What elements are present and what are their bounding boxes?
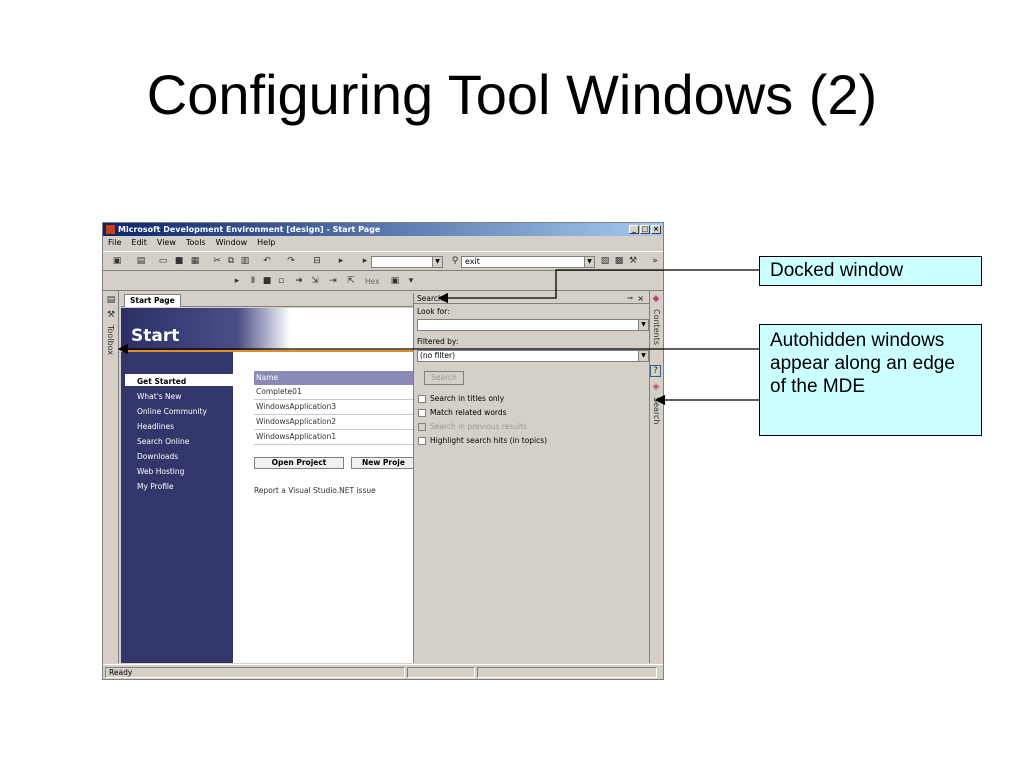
window-titlebar[interactable] — [103, 223, 663, 236]
previous-results-checkbox — [418, 423, 426, 431]
report-issue-link[interactable]: Report a Visual Studio.NET issue — [254, 486, 376, 495]
add-item-icon[interactable]: ▤ — [136, 256, 146, 266]
search-icon[interactable]: ◈ — [652, 382, 660, 392]
app-icon — [106, 225, 115, 234]
debug-toolbar — [103, 271, 663, 291]
redo-icon[interactable]: ↷ — [287, 256, 295, 266]
column-header-name[interactable]: Name — [254, 371, 413, 385]
autohidden-callout: Autohidden windows appear along an edge of the MDE — [759, 324, 982, 436]
navigate-icon[interactable]: ⊟ — [313, 256, 321, 266]
overflow-icon[interactable]: » — [652, 256, 658, 266]
project-row[interactable]: WindowsApplication3 — [254, 400, 413, 415]
paste-icon[interactable]: ▥ — [240, 256, 250, 266]
start-banner-title: Start — [131, 326, 180, 346]
new-project-icon[interactable]: ▣ — [112, 256, 122, 266]
new-project-button[interactable]: New Proje — [351, 457, 413, 469]
menu-view[interactable]: View — [156, 238, 176, 247]
nav-item-my-profile[interactable]: My Profile — [137, 482, 174, 491]
toolbox-icon[interactable]: ⚒ — [106, 310, 116, 320]
slide-title: Configuring Tool Windows (2) — [146, 63, 878, 126]
search-autohide-tab[interactable]: Search — [652, 397, 661, 425]
right-autohide-strip — [649, 291, 663, 663]
undo-icon[interactable]: ↶ — [263, 256, 271, 266]
menu-bar — [103, 237, 663, 249]
chevron-down-icon[interactable]: ▼ — [638, 320, 648, 330]
window-controls — [629, 225, 661, 234]
project-row[interactable]: WindowsApplication1 — [254, 430, 413, 445]
chevron-down-icon[interactable]: ▼ — [638, 351, 648, 361]
look-for-label: Look for: — [417, 307, 450, 316]
left-autohide-strip — [103, 291, 119, 663]
nav-item-web-hosting[interactable]: Web Hosting — [137, 467, 185, 476]
breakpoints-icon[interactable]: ▣ — [390, 276, 400, 286]
stop-icon[interactable]: ■ — [262, 276, 272, 286]
start-nav — [121, 352, 233, 663]
solution-config-combo[interactable] — [371, 256, 443, 268]
toolbox-icon[interactable]: ⚒ — [628, 256, 638, 266]
chevron-down-icon: ▼ — [432, 257, 442, 267]
open-folder-icon[interactable]: ▭ — [158, 256, 168, 266]
maximize-button[interactable]: □ — [641, 225, 649, 233]
show-next-statement-icon[interactable]: ➜ — [295, 276, 303, 286]
minimize-button[interactable]: _ — [629, 225, 639, 234]
menu-file[interactable]: File — [108, 238, 122, 247]
restart-icon[interactable]: ▫ — [277, 276, 285, 286]
hex-button[interactable]: Hex — [365, 277, 380, 286]
server-explorer-icon[interactable]: ▤ — [106, 295, 116, 305]
continue-icon[interactable]: ▸ — [234, 276, 240, 286]
toolbox-autohide-tab[interactable]: Toolbox — [106, 325, 115, 355]
cut-icon[interactable]: ✂ — [213, 256, 221, 266]
search-window-title[interactable]: Search ⊸ × — [414, 293, 649, 304]
start-debug-icon[interactable]: ▸ — [338, 256, 344, 266]
nav-item-get-started[interactable]: Get Started — [137, 377, 187, 386]
copy-icon[interactable]: ⧉ — [227, 256, 235, 266]
contents-autohide-tab[interactable]: Contents — [652, 309, 661, 345]
close-icon[interactable]: × — [637, 294, 644, 303]
titles-only-checkbox[interactable] — [418, 395, 426, 403]
menu-edit[interactable]: Edit — [131, 238, 147, 247]
highlight-hits-checkbox[interactable] — [418, 437, 426, 445]
status-cell — [407, 667, 475, 678]
find-icon: ⚲ — [451, 256, 459, 266]
status-cell — [477, 667, 657, 678]
close-button[interactable]: × — [651, 225, 661, 234]
menu-help[interactable]: Help — [257, 238, 276, 247]
project-row[interactable]: WindowsApplication2 — [254, 415, 413, 430]
search-tool-window — [413, 293, 649, 663]
pin-icon[interactable]: ⊸ — [627, 294, 633, 302]
chevron-down-icon: ▼ — [584, 257, 594, 267]
search-button[interactable]: Search — [424, 371, 464, 385]
previous-results-label: Search in previous results — [430, 422, 527, 431]
step-over-icon[interactable]: ⇥ — [329, 276, 337, 286]
tab-start-page[interactable]: Start Page — [124, 294, 181, 307]
recent-projects-table — [254, 371, 413, 445]
step-into-icon[interactable]: ⇲ — [311, 276, 319, 286]
solution-explorer-icon[interactable]: ▨ — [600, 256, 610, 266]
status-text: Ready — [105, 667, 405, 678]
document-tab-bar — [121, 293, 413, 307]
chevron-down-icon[interactable]: ▾ — [408, 276, 414, 286]
properties-icon[interactable]: ▩ — [614, 256, 624, 266]
index-icon[interactable]: ? — [650, 365, 661, 377]
contents-icon[interactable]: ◆ — [652, 294, 660, 304]
break-all-icon[interactable]: Ⅱ — [250, 276, 256, 286]
project-row[interactable]: Complete01 — [254, 385, 413, 400]
find-combo[interactable]: exit ▼ — [461, 256, 595, 268]
menu-window[interactable]: Window — [215, 238, 248, 247]
filtered-by-label: Filtered by: — [417, 337, 459, 346]
nav-item-downloads[interactable]: Downloads — [137, 452, 179, 461]
step-out-icon[interactable]: ⇱ — [347, 276, 355, 286]
save-all-icon[interactable]: ▦ — [190, 256, 200, 266]
start-page — [121, 308, 413, 663]
titles-only-label: Search in titles only — [430, 394, 505, 403]
related-words-checkbox[interactable] — [418, 409, 426, 417]
start-icon[interactable]: ▸ — [362, 256, 368, 266]
window-title: Microsoft Development Environment [design] - Start Page — [118, 225, 381, 234]
highlight-hits-label: Highlight search hits (in topics) — [430, 436, 548, 445]
related-words-label: Match related words — [430, 408, 507, 417]
nav-item-headlines[interactable]: Headlines — [137, 422, 175, 431]
nav-item-online-community[interactable]: Online Community — [137, 407, 207, 416]
nav-item-search-online[interactable]: Search Online — [137, 437, 190, 446]
save-icon[interactable]: ■ — [174, 256, 184, 266]
filter-select[interactable]: (no filter) ▼ — [417, 350, 649, 362]
look-for-input[interactable] — [417, 319, 649, 331]
docked-window-callout: Docked window — [759, 256, 982, 286]
nav-item-whats-new[interactable]: What's New — [137, 392, 182, 401]
start-banner — [121, 308, 413, 350]
open-project-button[interactable]: Open Project — [254, 457, 344, 469]
status-bar — [103, 664, 663, 679]
ide-window — [102, 222, 664, 680]
menu-tools[interactable]: Tools — [185, 238, 206, 247]
standard-toolbar — [103, 251, 663, 271]
